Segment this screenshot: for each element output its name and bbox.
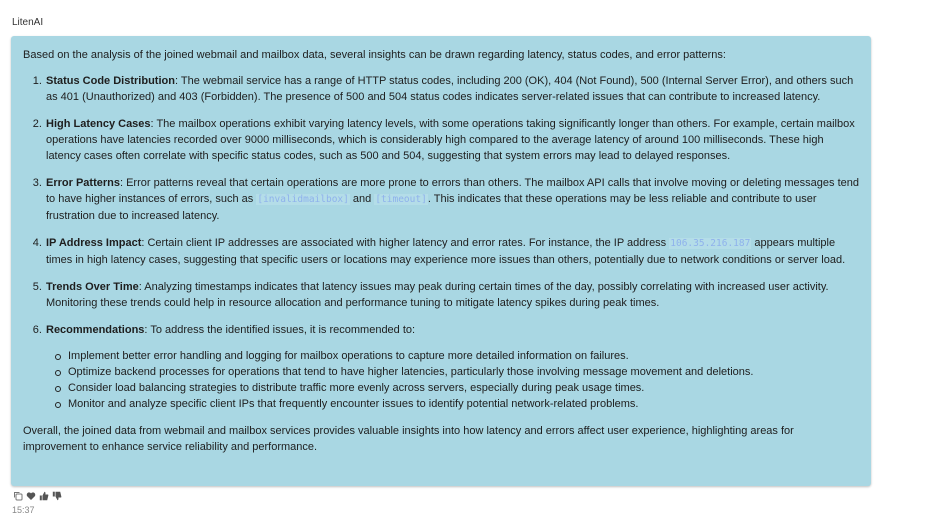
finding-title: IP Address Impact [46,237,142,249]
inline-code: [invalidmailbox] [257,194,349,205]
finding-text: : To address the identified issues, it is recommended to: [144,324,416,336]
heart-button[interactable] [26,491,36,501]
finding-text: appears multiple times in high latency cases, suggesting that specific users or locations may experience more issues than others, potentially due to network conditions or server load. [46,237,846,266]
finding-item [45,116,859,164]
finding-text: and [349,193,375,205]
finding-item [45,73,859,105]
finding-item [45,235,859,268]
outro-text: Overall, the joined data from webmail and mailbox services provides valuable insights into how latency and errors affect user experience, highlighting areas for improvement to enhance service reliability and performance. [23,425,794,453]
list-item: Monitor and analyze specific client IPs that frequently encounter issues to identify potential network-related problems. [68,396,859,412]
finding-title: High Latency Cases [46,118,151,130]
finding-text: : The webmail service has a range of HTTP status codes, including 200 (OK), 404 (Not Found), 500 (Internal Server Error), and others such as 401 (Unauthorized) and 403 (Forbidden). The presence of 500 and 504 status codes indicates server-related issues that can contribute to increased latency. [46,75,854,103]
heart-icon [26,491,36,501]
thumbs-up-button[interactable] [39,491,49,501]
thumbs-down-button[interactable] [52,491,62,501]
list-item: Consider load balancing strategies to distribute traffic more evenly across servers, especially during peak usage times. [68,380,859,396]
finding-item [45,279,859,311]
finding-text: : Analyzing timestamps indicates that latency issues may peak during certain times of the day, possibly correlating with increased user activity. Monitoring these trends could help in resource allocation and performance tuning to mitigate latency spikes during peak times. [46,281,829,309]
finding-title: Recommendations [46,324,145,336]
recommendations-list [46,348,859,412]
inline-code: [timeout] [375,194,427,205]
copy-button[interactable] [13,491,23,501]
finding-title: Status Code Distribution [46,75,175,87]
findings-list [23,73,859,412]
finding-text: : Certain client IP addresses are associated with higher latency and error rates. For instance, the IP address [141,237,670,249]
finding-text: : Error patterns reveal that certain operations are more prone to errors than others. The mailbox API calls that involve moving or deleting messages tend to have higher instances of errors, such as [46,177,859,205]
copy-icon [13,491,23,501]
message-actions [13,491,62,501]
sender-name: LitenAI [12,17,44,28]
thumbs-down-icon [52,491,62,501]
message-timestamp: 15:37 [12,505,35,515]
list-item: Optimize backend processes for operations that tend to have higher latencies, particularly those involving message movement and deletions. [68,364,859,380]
thumbs-up-icon [39,491,49,501]
finding-title: Error Patterns [46,177,120,189]
finding-item [45,175,859,224]
finding-title: Trends Over Time [46,281,139,293]
finding-text: . This indicates that these operations may be less reliable and contribute to user frustration due to increased latency. [46,193,817,222]
finding-item [45,322,859,412]
finding-text: : The mailbox operations exhibit varying latency levels, with some operations taking significantly longer than others. For example, certain mailbox operations have latencies recorded over 9000 milliseconds, which is considerably high compared to the average latency of around 100 milliseconds. These high latency cases often correlate with specific status codes, such as 500 and 504, suggesting that system errors may lead to delayed responses. [46,118,855,162]
message-bubble [11,36,871,486]
intro-text: Based on the analysis of the joined webmail and mailbox data, several insights can be drawn regarding latency, status codes, and error patterns: [23,49,726,61]
inline-code: 106.35.216.187 [670,238,751,249]
list-item: Implement better error handling and logging for mailbox operations to capture more detailed information on failures. [68,348,859,364]
